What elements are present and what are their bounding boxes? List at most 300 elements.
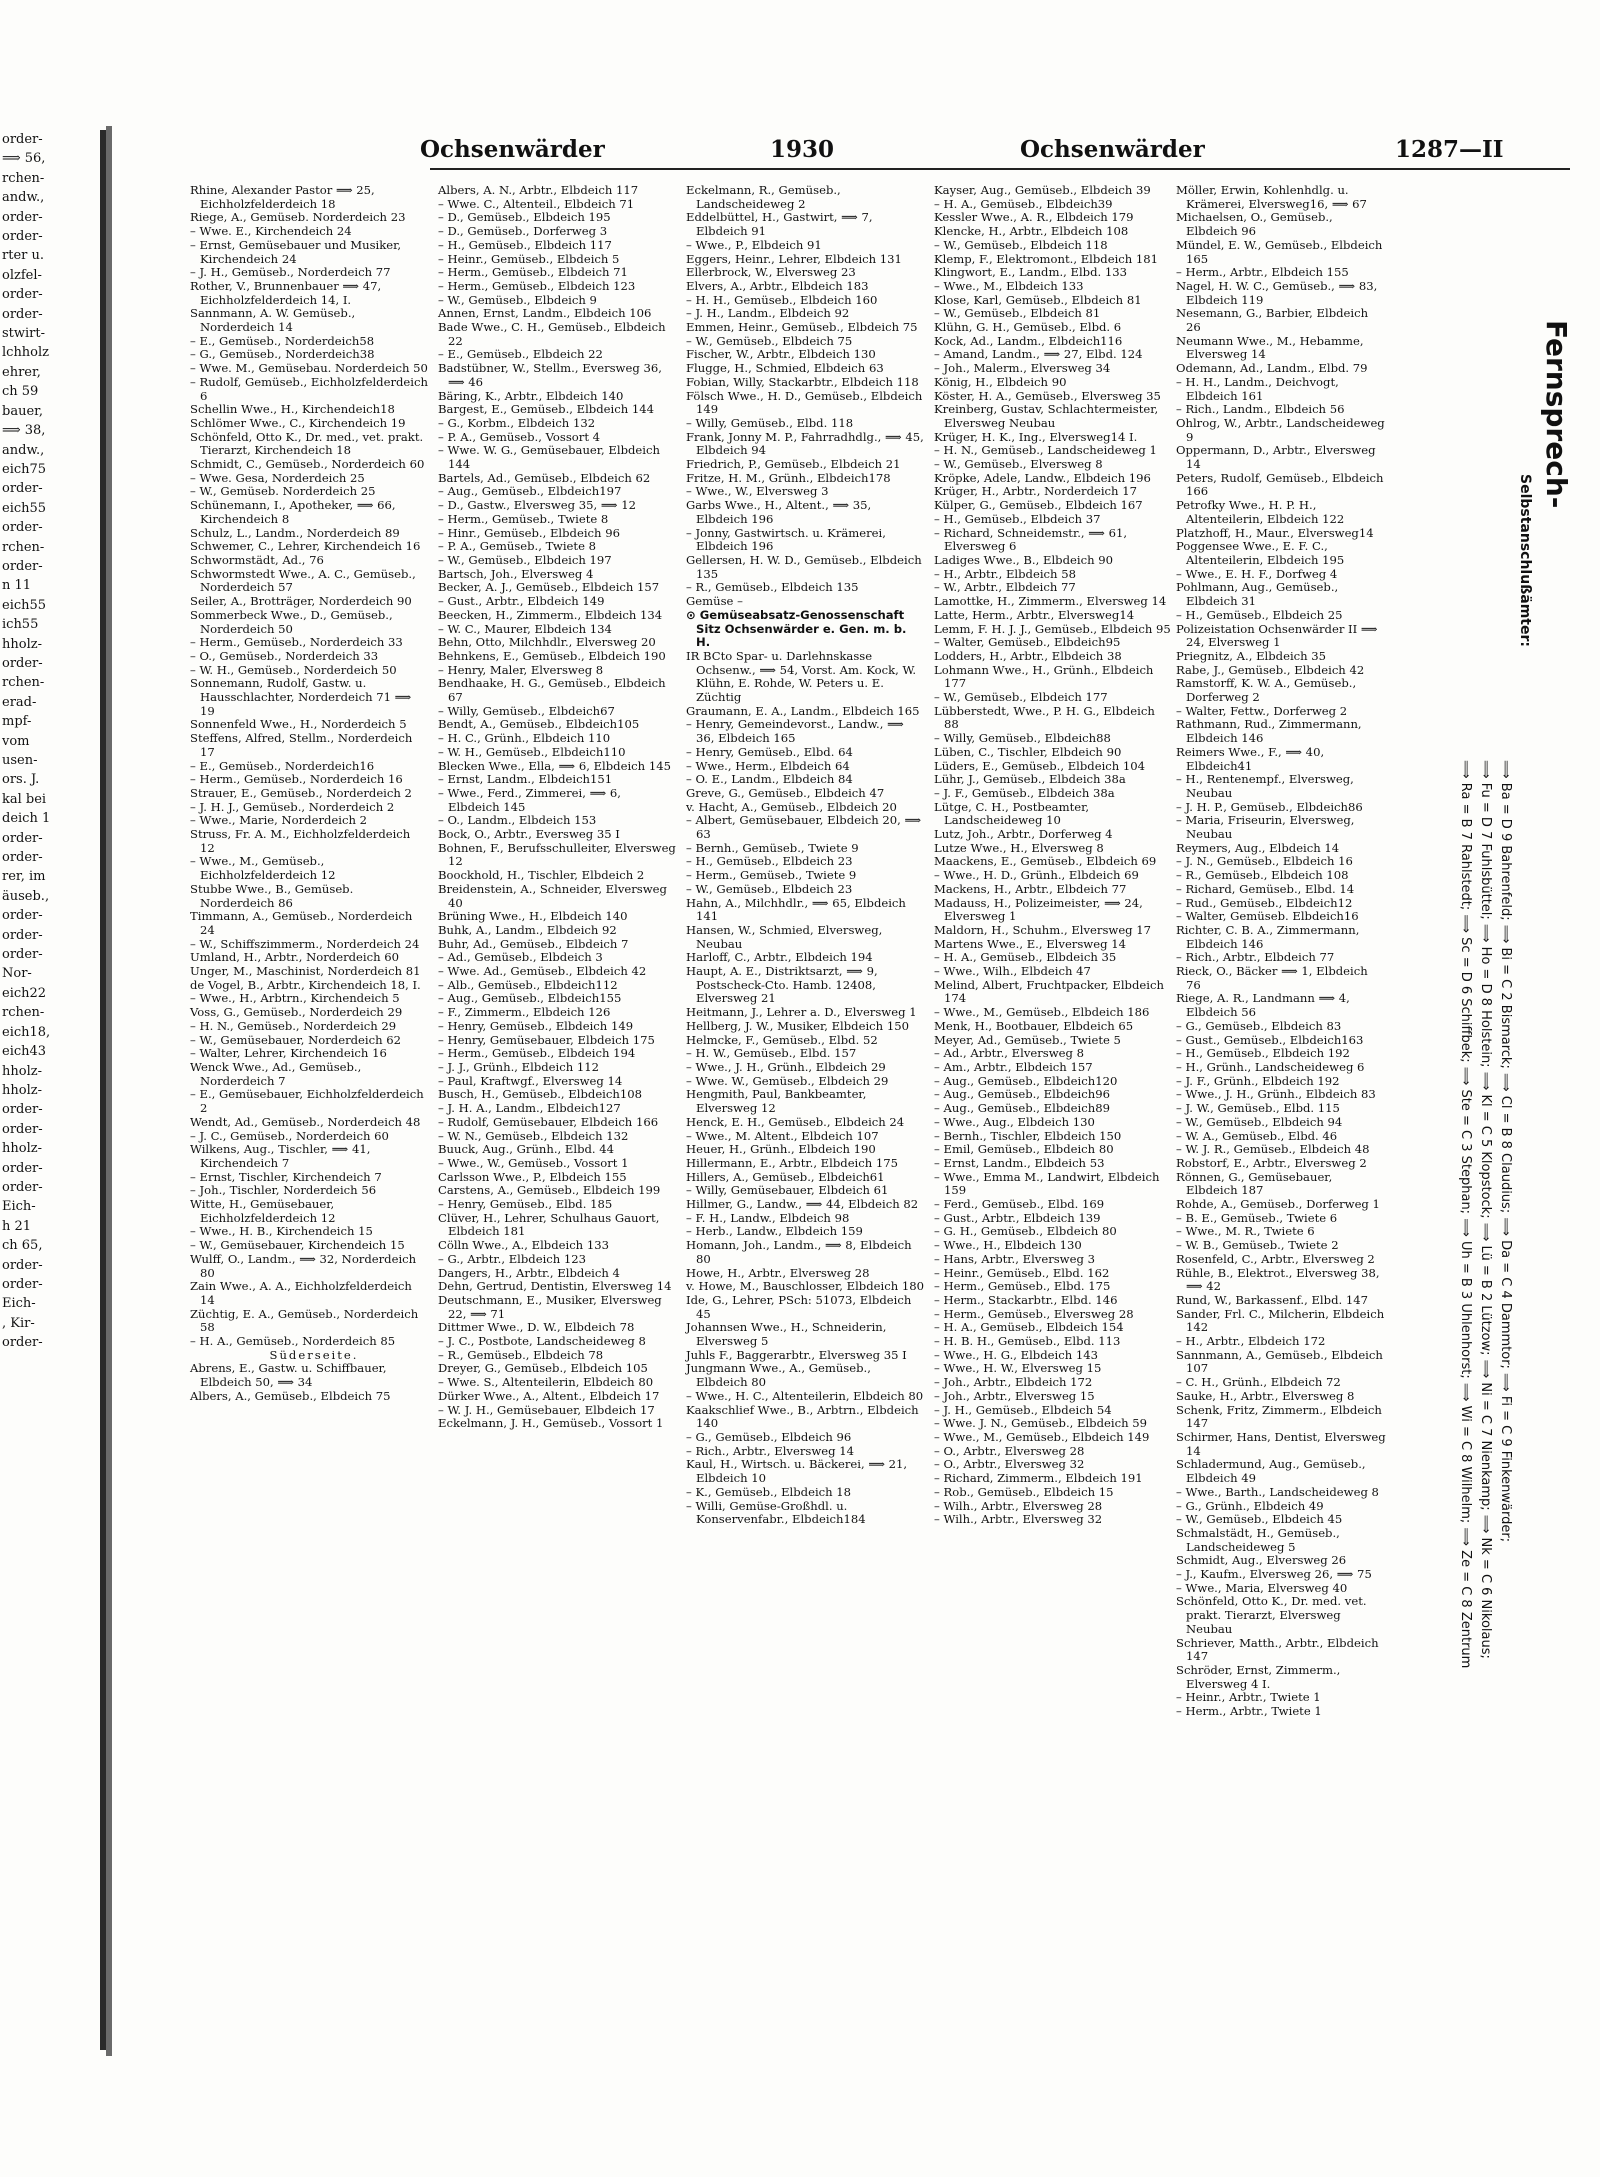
directory-entry: – H., Gemüseb., Elbdeich 23: [686, 854, 853, 869]
directory-entry: – Aug., Gemüseb., Elbdeich89: [934, 1101, 1110, 1116]
directory-entry: – K., Gemüseb., Elbdeich 18: [686, 1484, 852, 1499]
directory-entry: v. Hacht, A., Gemüseb., Elbdeich 20: [686, 799, 897, 814]
directory-entry: – W., Gemüseb., Elbdeich 9: [438, 292, 597, 307]
directory-entry: – Wwe. W. G., Gemüsebauer, Elbdeich 144: [438, 443, 664, 472]
directory-entry: – Bernh., Tischler, Elbdeich 150: [934, 1128, 1122, 1143]
left-page-line: rer, im: [2, 869, 46, 885]
directory-entry: – Aug., Gemüseb., Elbdeich120: [934, 1073, 1118, 1088]
directory-entry: – Emil, Gemüseb., Elbdeich 80: [934, 1142, 1114, 1157]
directory-entry: – W. A., Gemüseb., Elbd. 46: [1176, 1128, 1338, 1143]
directory-entry: Hahn, A., Milchhdlr., ⟹ 65, Elbdeich 141: [686, 895, 910, 924]
directory-entry: Unger, M., Maschinist, Norderdeich 81: [190, 964, 421, 979]
directory-entry: Carstens, A., Gemüseb., Elbdeich 199: [438, 1183, 661, 1198]
left-page-line: hholz-: [2, 1141, 42, 1157]
directory-entry: Züchtig, E. A., Gemüseb., Norderdeich 58: [190, 1306, 422, 1335]
directory-entry: – H., Gemüseb., Elbdeich 25: [1176, 607, 1343, 622]
directory-entry: Stubbe Wwe., B., Gemüseb. Norderdeich 86: [190, 881, 357, 910]
left-page-line: hholz-: [2, 1063, 42, 1079]
directory-entry: – H. H., Landm., Deichvogt, Elbdeich 161: [1176, 374, 1343, 403]
directory-entry: Schriever, Matth., Arbtr., Elbdeich 147: [1176, 1635, 1383, 1664]
directory-entry: – O., Arbtr., Elversweg 32: [934, 1457, 1085, 1472]
directory-entry: – Herm., Gemüseb., Elbdeich 71: [438, 265, 628, 280]
directory-entry: – Walter, Lehrer, Kirchendeich 16: [190, 1046, 387, 1061]
directory-column-5: [1176, 183, 1390, 2044]
left-page-line: vom: [2, 733, 30, 749]
directory-entry: Riege, A., Gemüseb. Norderdeich 23: [190, 210, 406, 225]
directory-entry: Riege, A. R., Landmann ⟹ 4, Elbdeich 56: [1176, 991, 1354, 1020]
directory-entry: Hillermann, E., Arbtr., Elbdeich 175: [686, 1155, 899, 1170]
directory-entry: – Wwe. W., Gemüseb., Elbdeich 29: [686, 1073, 889, 1088]
directory-entry: – Joh., Malerm., Elversweg 34: [934, 361, 1111, 376]
directory-entry: Martens Wwe., E., Elversweg 14: [934, 936, 1126, 951]
directory-entry: – E., Gemüseb., Norderdeich16: [190, 758, 375, 773]
directory-entry: – H. B. H., Gemüseb., Elbd. 113: [934, 1334, 1121, 1349]
directory-entry: Graumann, E. A., Landm., Elbdeich 165: [686, 703, 920, 718]
directory-entry: Gemüse –: [686, 594, 743, 609]
directory-entry: – W. J. R., Gemüseb., Elbdeich 48: [1176, 1142, 1370, 1157]
directory-entry: – Rudolf, Gemüseb., Eichholzfelderdeich 6: [190, 374, 432, 403]
directory-entry: – Herm., Gemüseb., Elbdeich 194: [438, 1046, 636, 1061]
directory-entry: Neumann Wwe., M., Hebamme, Elversweg 14: [1176, 333, 1368, 362]
directory-entry: Schönfeld, Otto K., Dr. med. vet. prakt. Tierarzt, Elversweg Neubau: [1176, 1594, 1371, 1636]
directory-entry: – D., Gemüseb., Elbdeich 195: [438, 210, 611, 225]
directory-entry: Odemann, Ad., Landm., Elbd. 79: [1176, 361, 1368, 376]
left-page-line: lchholz: [2, 345, 50, 361]
header-year: 1930: [770, 136, 835, 163]
directory-column-4: [934, 184, 1172, 2044]
directory-entry: Gellersen, H. W. D., Gemüseb., Elbdeich 135: [686, 552, 926, 581]
sidebar-exchange-line: ⟹ Ba = D 9 Bahrenfeld; ⟹ Bi = C 2 Bismarck; ⟹ Cl = B 8 Claudius; ⟹ Da = C 4 Dammtor; ⟹ Fi = C 9 Finkenwärder;: [1498, 760, 1513, 1543]
directory-entry: Dehn, Gertrud, Dentistin, Elversweg 14: [438, 1279, 672, 1294]
directory-entry: – Wwe., Barth., Landscheideweg 8: [1176, 1484, 1379, 1499]
directory-entry: – Wwe., H. C., Altenteilerin, Elbdeich 80: [686, 1388, 924, 1403]
directory-entry: Lohmann Wwe., H., Grünh., Elbdeich 177: [934, 662, 1158, 691]
directory-entry: – Wwe., M., Gemüseb., Elbdeich 149: [934, 1429, 1150, 1444]
directory-entry: Schmidt, C., Gemüseb., Norderdeich 60: [190, 457, 425, 472]
directory-entry: – H. H., Gemüseb., Elbdeich 160: [686, 292, 878, 307]
directory-entry: – W., Gemüseb., Elbdeich 177: [934, 690, 1108, 705]
directory-entry: – Aug., Gemüseb., Elbdeich96: [934, 1087, 1110, 1102]
directory-entry: Rhine, Alexander Pastor ⟹ 25, Eichholzfelderdeich 18: [190, 183, 379, 211]
directory-column-3: [686, 183, 928, 2044]
directory-entry: – W., Gemüseb., Elbdeich 75: [686, 333, 853, 348]
directory-entry: – Ad., Gemüseb., Elbdeich 3: [438, 950, 603, 965]
directory-entry: Ohlrog, W., Arbtr., Landscheideweg 9: [1176, 415, 1389, 444]
header-right-place: Ochsenwärder: [1020, 136, 1205, 163]
directory-entry: – F. H., Landw., Elbdeich 98: [686, 1210, 850, 1225]
directory-entry: – H. C., Grünh., Elbdeich 110: [438, 731, 611, 746]
left-page-line: order-: [2, 1276, 43, 1292]
directory-entry: – G., Korbm., Elbdeich 132: [438, 415, 596, 430]
directory-entry: – O., Gemüseb., Norderdeich 33: [190, 648, 379, 663]
directory-entry: – W., Gemüseb. Norderdeich 25: [190, 484, 376, 499]
left-page-line: andw.,: [2, 190, 45, 206]
directory-entry: Helmcke, F., Gemüseb., Elbd. 52: [686, 1032, 878, 1047]
directory-entry: Sommerbeck Wwe., D., Gemüseb., Norderdeich 50: [190, 607, 397, 636]
directory-entry: Petrofky Wwe., H. P. H., Altenteilerin, Elbdeich 122: [1176, 498, 1345, 526]
directory-entry: Rother, V., Brunnenbauer ⟹ 47, Eichholzfelderdeich 14, I.: [190, 278, 385, 307]
directory-entry: v. Howe, M., Bauschlosser, Elbdeich 180: [686, 1279, 924, 1294]
directory-entry: – Ad., Arbtr., Elversweg 8: [934, 1046, 1084, 1061]
directory-entry: Krüger, H. K., Ing., Elversweg14 I.: [934, 429, 1138, 444]
directory-entry: – W. H., Gemüseb., Norderdeich 50: [190, 662, 397, 677]
directory-entry: Deutschmann, E., Musiker, Elversweg 22, ⟹ 71: [438, 1292, 666, 1321]
directory-entry: Schwemer, C., Lehrer, Kirchendeich 16: [190, 539, 421, 554]
directory-entry: – Rud., Gemüseb., Elbdeich12: [1176, 895, 1353, 910]
directory-entry: – Wwe. S., Altenteilerin, Elbdeich 80: [438, 1375, 654, 1390]
directory-entry: – R., Gemüseb., Elbdeich 135: [686, 580, 859, 595]
directory-entry: – H. N., Gemüseb., Landscheideweg 1: [934, 443, 1157, 458]
directory-entry: – Wwe., Aug., Elbdeich 130: [934, 1114, 1095, 1129]
directory-entry: Albers, A., Gemüseb., Elbdeich 75: [190, 1388, 391, 1403]
left-page-line: order-: [2, 1102, 43, 1118]
directory-entry: – Henry, Gemüseb., Elbd. 185: [438, 1197, 613, 1212]
directory-entry: Buuck, Aug., Grünh., Elbd. 44: [438, 1142, 615, 1157]
directory-entry: – Wwe., J. H., Grünh., Elbdeich 83: [1176, 1087, 1376, 1102]
directory-entry: – Herm., Gemüseb., Twiete 9: [686, 868, 857, 883]
directory-column-2: [438, 183, 680, 2044]
directory-entry: – E., Gemüseb., Norderdeich58: [190, 333, 375, 348]
directory-entry: Bartsch, Joh., Elversweg 4: [438, 566, 594, 581]
left-page-line: order-: [2, 1179, 43, 1195]
left-page-line: eich18,: [2, 1024, 51, 1040]
directory-entry: – J. F., Gemüseb., Elbdeich 38a: [934, 785, 1115, 800]
directory-entry: – Henry, Gemüsebauer, Elbdeich 175: [438, 1032, 655, 1047]
directory-entry: Umland, H., Arbtr., Norderdeich 60: [190, 950, 400, 965]
directory-entry: Schwormstädt, Ad., 76: [190, 552, 324, 567]
directory-entry: – Walter, Gemüseb., Elbdeich95: [934, 635, 1121, 650]
left-page-line: rchen-: [2, 170, 45, 186]
directory-entry: Busch, H., Gemüseb., Elbdeich108: [438, 1087, 642, 1102]
left-page-line: deich 1: [2, 811, 51, 827]
directory-entry: – Wwe., H. W., Elversweg 15: [934, 1361, 1102, 1376]
directory-entry: – Richard, Gemüseb., Elbd. 14: [1176, 881, 1355, 896]
directory-entry: – H., Gemüseb., Elbdeich 37: [934, 511, 1101, 526]
directory-entry: Schröder, Ernst, Zimmerm., Elversweg 4 I.: [1176, 1662, 1345, 1691]
directory-entry: – Heinr., Gemüseb., Elbdeich 5: [438, 251, 620, 266]
left-page-line: rchen-: [2, 539, 45, 555]
directory-entry: Haupt, A. E., Distriktsarzt, ⟹ 9, Postscheck-Cto. Hamb. 12408, Elversweg 21: [686, 964, 882, 1006]
directory-entry: – Ferd., Gemüseb., Elbd. 169: [934, 1197, 1105, 1212]
left-page-line: order-: [2, 209, 43, 225]
left-page-line: order-: [2, 947, 43, 963]
directory-entry: – Wwe., M. Altent., Elbdeich 107: [686, 1128, 879, 1143]
directory-entry: – G., Gemüseb., Elbdeich 96: [686, 1429, 852, 1444]
sidebar-exchange-line: ⟹ Fu = D 7 Fuhlsbüttel; ⟹ Ho = D 8 Holstein; ⟹ Kl = C 5 Klopstock; ⟹ Lü = B 2 Lützow; ⟹ Ni = C 7 Nienkamp; ⟹ Nk = C 6 Nikolaus;: [1478, 760, 1493, 1659]
directory-entry: – H. A., Gemüseb., Elbdeich 154: [934, 1320, 1124, 1335]
directory-entry: Krüger, H., Arbtr., Norderdeich 17: [934, 484, 1137, 499]
directory-entry: – J. H. J., Gemüseb., Norderdeich 2: [190, 799, 395, 814]
directory-entry: – Wwe., H. B., Kirchendeich 15: [190, 1224, 373, 1239]
directory-entry: – Joh., Arbtr., Elbdeich 172: [934, 1375, 1093, 1390]
directory-entry: Bohnen, F., Berufsschulleiter, Elversweg 12: [438, 840, 680, 869]
directory-entry: Annen, Ernst, Landm., Elbdeich 106: [438, 306, 652, 321]
directory-entry: – G., Gemüseb., Norderdeich38: [190, 347, 375, 362]
directory-entry: Melind, Albert, Fruchtpacker, Elbdeich 174: [934, 977, 1168, 1006]
directory-entry: – B. E., Gemüseb., Twiete 6: [1176, 1210, 1338, 1225]
directory-entry: Behnkens, E., Gemüseb., Elbdeich 190: [438, 648, 666, 663]
directory-entry: Kaakschlief Wwe., B., Arbtrn., Elbdeich 140: [686, 1402, 923, 1431]
directory-entry: Boockhold, H., Tischler, Elbdeich 2: [438, 868, 645, 883]
directory-entry: Hillers, A., Gemüseb., Elbdeich61: [686, 1169, 885, 1184]
directory-entry: – W., Gemüseb., Elversweg 8: [934, 457, 1103, 472]
directory-entry: – W., Gemüsebauer, Kirchendeich 15: [190, 1238, 405, 1253]
directory-entry: – R., Gemüseb., Elbdeich 78: [438, 1347, 604, 1362]
left-page-line: eich55: [2, 597, 47, 613]
directory-entry: Rathmann, Rud., Zimmermann, Elbdeich 146: [1176, 717, 1366, 746]
left-page-line: n 11: [2, 578, 32, 594]
directory-entry: Emmen, Heinr., Gemüseb., Elbdeich 75: [686, 320, 918, 335]
directory-entry: – Wwe., H. G., Elbdeich 143: [934, 1347, 1098, 1362]
directory-entry: Schladermund, Aug., Gemüseb., Elbdeich 49: [1176, 1457, 1370, 1486]
directory-entry: Eggers, Heinr., Lehrer, Elbdeich 131: [686, 251, 902, 266]
directory-entry: – Walter, Gemüseb. Elbdeich16: [1176, 909, 1359, 924]
directory-entry: Rabe, J., Gemüseb., Elbdeich 42: [1176, 662, 1365, 677]
directory-entry: Sannmann, A. W. Gemüseb., Norderdeich 14: [190, 306, 359, 335]
directory-entry: Johannsen Wwe., H., Schneiderin, Elversweg 5: [686, 1320, 891, 1349]
directory-entry: – Rudolf, Gemüsebauer, Elbdeich 166: [438, 1114, 659, 1129]
directory-entry: – Henry, Gemeindevorst., Landw., ⟹ 36, Elbdeich 165: [686, 717, 908, 746]
directory-entry: – Herm., Gemüseb., Elbdeich 123: [438, 278, 636, 293]
directory-entry: Klingwort, E., Landm., Elbd. 133: [934, 265, 1128, 280]
directory-entry: Kaul, H., Wirtsch. u. Bäckerei, ⟹ 21, Elbdeich 10: [686, 1457, 911, 1486]
directory-entry: Bartels, Ad., Gemüseb., Elbdeich 62: [438, 470, 651, 485]
directory-entry: Hillmer, G., Landw., ⟹ 44, Elbdeich 82: [686, 1197, 919, 1212]
directory-entry: Nagel, H. W. C., Gemüseb., ⟹ 83, Elbdeich 119: [1176, 278, 1381, 307]
directory-entry: – D., Gemüseb., Dorferweg 3: [438, 224, 608, 239]
directory-entry: – H., Rentenempf., Elversweg, Neubau: [1176, 772, 1358, 800]
directory-entry: – O. E., Landm., Elbdeich 84: [686, 772, 853, 787]
directory-entry: Clüver, H., Lehrer, Schulhaus Gauort, Elbdeich 181: [438, 1210, 664, 1239]
directory-entry: Bendhaake, H. G., Gemüseb., Elbdeich 67: [438, 676, 670, 705]
left-page-line: usen-: [2, 753, 38, 768]
telephone-exchange-sidebar: [1385, 320, 1575, 1820]
directory-entry: Breidenstein, A., Schneider, Elversweg 40: [438, 881, 671, 910]
directory-entry: – J. N., Gemüseb., Elbdeich 16: [1176, 854, 1353, 869]
left-page-line: order-: [2, 655, 43, 671]
section-heading: Süderseite.: [269, 1347, 359, 1362]
directory-entry: Klose, Karl, Gemüseb., Elbdeich 81: [934, 292, 1142, 307]
directory-entry: Mündel, E. W., Gemüseb., Elbdeich 165: [1176, 237, 1387, 266]
directory-entry: – Wwe. C., Altenteil., Elbdeich 71: [438, 196, 635, 211]
directory-entry: Bargest, E., Gemüseb., Elbdeich 144: [438, 402, 654, 417]
directory-entry: – Alb., Gemüseb., Elbdeich112: [438, 977, 618, 992]
left-page-line: order-: [2, 481, 43, 497]
directory-entry: Poggensee Wwe., E. F. C., Altenteilerin, Elbdeich 195: [1176, 539, 1345, 567]
directory-entry: – Heinr., Gemüseb., Elbd. 162: [934, 1265, 1110, 1280]
directory-entry: Maldorn, H., Schuhm., Elversweg 17: [934, 922, 1152, 937]
sidebar-exchange-line: ⟹ Ra = B 7 Rahlstedt; ⟹ Sc = D 6 Schiffbek; ⟹ Ste = C 3 Stephan; ⟹ Uh = B 3 Uhlenhorst; ⟹ Wi = C 8 Wilhelm; ⟹ Ze = C 8 Zentrum: [1458, 760, 1473, 1669]
directory-entry: Rühle, B., Elektrot., Elversweg 38, ⟹ 42: [1176, 1265, 1384, 1294]
directory-entry: – W., Gemüseb., Elbdeich 81: [934, 306, 1101, 321]
directory-entry: – J. C., Postbote, Landscheideweg 8: [438, 1334, 646, 1349]
directory-entry: – Willi, Gemüse-Großhdl. u. Konservenfabr., Elbdeich184: [686, 1498, 866, 1527]
directory-entry: Steffens, Alfred, Stellm., Norderdeich 17: [190, 731, 416, 759]
left-page-line: ch 59: [2, 384, 39, 400]
directory-entry: Schwormstedt Wwe., A. C., Gemüseb., Norderdeich 57: [190, 566, 420, 595]
directory-entry: – H. A., Gemüseb., Norderdeich 85: [190, 1334, 396, 1349]
directory-entry: – Wwe., Maria, Elversweg 40: [1176, 1580, 1348, 1595]
directory-entry: Latte, Herm., Arbtr., Elversweg14: [934, 607, 1135, 622]
directory-entry: Eckelmann, J. H., Gemüseb., Vossort 1: [438, 1416, 664, 1431]
directory-entry: Rund, W., Barkassenf., Elbd. 147: [1176, 1292, 1368, 1307]
directory-entry: – Herm., Gemüseb., Norderdeich 16: [190, 772, 403, 787]
directory-entry: – W. B., Gemüseb., Twiete 2: [1176, 1238, 1339, 1253]
directory-entry: Sander, Frl. C., Milcherin, Elbdeich 142: [1176, 1306, 1388, 1335]
directory-entry: – Herm., Gemüseb., Elbd. 175: [934, 1279, 1111, 1294]
directory-entry: – Wwe., J. H., Grünh., Elbdeich 29: [686, 1060, 886, 1074]
header-rule: [430, 168, 1570, 170]
left-page-line: order-: [2, 1160, 43, 1176]
directory-entry: Henck, E. H., Gemüseb., Elbdeich 24: [686, 1114, 905, 1129]
directory-entry: – Ernst, Landm., Elbdeich 53: [934, 1155, 1105, 1170]
directory-entry: – H. N., Gemüseb., Norderdeich 29: [190, 1018, 397, 1033]
directory-entry: – Joh., Tischler, Norderdeich 56: [190, 1183, 377, 1198]
directory-entry: – Amand, Landm., ⟹ 27, Elbd. 124: [934, 347, 1143, 362]
directory-entry: – Aug., Gemüseb., Elbdeich155: [438, 991, 622, 1006]
directory-entry: Schmidt, Aug., Elversweg 26: [1176, 1553, 1347, 1568]
directory-entry: Heitmann, J., Lehrer a. D., Elversweg 1: [686, 1005, 917, 1020]
directory-entry: – W. J. H., Gemüsebauer, Elbdeich 17: [438, 1402, 655, 1417]
directory-entry: – Joh., Arbtr., Elversweg 15: [934, 1388, 1095, 1403]
directory-entry: Jungmann Wwe., A., Gemüseb., Elbdeich 80: [686, 1361, 875, 1390]
directory-entry: Witte, H., Gemüsebauer, Eichholzfelderdeich 12: [190, 1197, 338, 1225]
directory-entry: Lühr, J., Gemüseb., Elbdeich 38a: [934, 772, 1126, 787]
directory-entry: – W., Schiffszimmerm., Norderdeich 24: [190, 936, 420, 951]
directory-entry: Homann, Joh., Landm., ⟹ 8, Elbdeich 80: [686, 1238, 916, 1266]
directory-entry: Dreyer, G., Gemüseb., Elbdeich 105: [438, 1361, 648, 1376]
directory-entry: – Wilh., Arbtr., Elversweg 32: [934, 1512, 1103, 1527]
directory-entry: – Ernst, Tischler, Kirchendeich 7: [190, 1169, 382, 1184]
directory-entry: – W. C., Maurer, Elbdeich 134: [438, 621, 612, 636]
directory-entry: Wendt, Ad., Gemüseb., Norderdeich 48: [190, 1114, 421, 1129]
directory-entry: – Heinr., Arbtr., Twiete 1: [1176, 1690, 1321, 1705]
left-page-line: h 21: [2, 1218, 32, 1234]
directory-entry: – Wwe. Gesa, Norderdeich 25: [190, 470, 365, 485]
directory-entry: Eddelbüttel, H., Gastwirt, ⟹ 7, Elbdeich 91: [686, 210, 877, 239]
directory-entry: Schlömer Wwe., C., Kirchendeich 19: [190, 415, 406, 430]
directory-entry: Klühn, G. H., Gemüseb., Elbd. 6: [934, 320, 1122, 335]
directory-entry: Fritze, H. M., Grünh., Elbdeich178: [686, 470, 891, 485]
directory-entry: – H. W., Gemüseb., Elbd. 157: [686, 1046, 857, 1061]
directory-entry: – W. N., Gemüseb., Elbdeich 132: [438, 1128, 629, 1143]
left-page-line: order-: [2, 132, 43, 147]
directory-entry: Lübberstedt, Wwe., P. H. G., Elbdeich 88: [934, 703, 1159, 732]
directory-entry: – Albert, Gemüsebauer, Elbdeich 20, ⟹ 63: [686, 813, 925, 842]
directory-entry: – W., Arbtr., Elbdeich 77: [934, 580, 1076, 595]
left-page-line: eich22: [2, 985, 47, 1001]
directory-entry: – Gust., Arbtr., Elbdeich 139: [934, 1210, 1101, 1225]
directory-entry: Bäring, K., Arbtr., Elbdeich 140: [438, 388, 624, 403]
directory-entry: Ide, G., Lehrer, PSch: 51073, Elbdeich 45: [686, 1292, 915, 1321]
left-page-line: olzfel-: [2, 267, 42, 283]
directory-entry: – Herm., Arbtr., Twiete 1: [1176, 1704, 1322, 1719]
directory-entry: – W., Gemüsebauer, Norderdeich 62: [190, 1032, 402, 1047]
directory-entry: – H. A., Gemüseb., Elbdeich 35: [934, 950, 1117, 965]
sidebar-title: Fernsprech-: [1540, 320, 1573, 509]
directory-entry: – Richard, Zimmerm., Elbdeich 191: [934, 1471, 1143, 1486]
directory-entry: – Wwe., M., Gemüseb., Eichholzfelderdeich 12: [190, 854, 336, 883]
directory-entry: – Wwe. Ad., Gemüseb., Elbdeich 42: [438, 964, 647, 979]
directory-entry: Fischer, W., Arbtr., Elbdeich 130: [686, 347, 876, 362]
directory-entry: König, H., Elbdeich 90: [934, 374, 1067, 389]
page-gutter: [106, 126, 112, 2056]
directory-entry: Bock, O., Arbtr., Eversweg 35 I: [438, 827, 620, 842]
directory-entry: Rohde, A., Gemüseb., Dorferweg 1: [1176, 1197, 1380, 1212]
directory-entry: – G., Grünh., Elbdeich 49: [1176, 1498, 1324, 1513]
directory-entry: – J. H. A., Landm., Elbdeich127: [438, 1101, 621, 1116]
directory-entry: Fölsch Wwe., H. D., Gemüseb., Elbdeich 149: [686, 388, 926, 417]
left-page-fragment: [0, 130, 106, 2050]
left-page-line: Nor-: [2, 966, 32, 982]
directory-entry: Lutze Wwe., H., Elversweg 8: [934, 840, 1104, 855]
left-page-line: eich55: [2, 500, 47, 516]
directory-entry: Mackens, H., Arbtr., Elbdeich 77: [934, 881, 1127, 896]
directory-entry: – Wwe., H., Arbtrn., Kirchendeich 5: [190, 991, 400, 1006]
directory-entry: – Herm., Stackarbtr., Elbd. 146: [934, 1292, 1118, 1307]
directory-entry: – W., Gemüseb., Elbdeich 197: [438, 552, 612, 567]
directory-entry: – W., Gemüseb., Elbdeich 45: [1176, 1512, 1343, 1527]
directory-entry: – J. W., Gemüseb., Elbd. 115: [1176, 1101, 1340, 1116]
directory-entry: – J., Kaufm., Elversweg 26, ⟹ 75: [1176, 1567, 1372, 1582]
directory-entry: – Rich., Landm., Elbdeich 56: [1176, 402, 1345, 417]
directory-entry: – Wwe. M., Gemüsebau. Norderdeich 50: [190, 361, 428, 376]
directory-entry: – Gust., Gemüseb., Elbdeich163: [1176, 1032, 1364, 1047]
directory-entry: Dittmer Wwe., D. W., Elbdeich 78: [438, 1320, 635, 1335]
directory-entry: Polizeistation Ochsenwärder II ⟹ 24, Elversweg 1: [1176, 621, 1382, 650]
left-page-line: order-: [2, 558, 43, 574]
directory-entry: Frank, Jonny M. P., Fahrradhdlg., ⟹ 45, Elbdeich 94: [686, 429, 928, 458]
directory-entry: – Hans, Arbtr., Elversweg 3: [934, 1251, 1095, 1266]
directory-entry: Sonnenfeld Wwe., H., Norderdeich 5: [190, 717, 407, 732]
directory-entry: Albers, A. N., Arbtr., Elbdeich 117: [438, 183, 639, 197]
left-page-line: , Kir-: [2, 1315, 35, 1331]
directory-entry: Lüben, C., Tischler, Elbdeich 90: [934, 744, 1122, 759]
directory-entry: – J. J., Grünh., Elbdeich 112: [438, 1060, 600, 1074]
directory-entry: Reimers Wwe., F., ⟹ 40, Elbdeich41: [1176, 744, 1328, 773]
directory-entry: – Rich., Arbtr., Elbdeich 77: [1176, 950, 1335, 965]
directory-entry: Pohlmann, Aug., Gemüseb., Elbdeich 31: [1176, 580, 1342, 609]
directory-entry: Platzhoff, H., Maur., Elversweg14: [1176, 525, 1374, 540]
directory-entry: Becker, A. J., Gemüseb., Elbdeich 157: [438, 580, 660, 595]
directory-entry: – J. F., Grünh., Elbdeich 192: [1176, 1073, 1340, 1088]
directory-entry: Rönnen, G., Gemüsebauer, Elbdeich 187: [1176, 1169, 1336, 1198]
directory-entry: – W. H., Gemüseb., Elbdeich110: [438, 744, 626, 759]
directory-entry: Hansen, W., Schmied, Elversweg, Neubau: [686, 922, 886, 951]
directory-entry: Maackens, E., Gemüseb., Elbdeich 69: [934, 854, 1157, 869]
directory-entry: Beecken, H., Zimmerm., Elbdeich 134: [438, 607, 663, 622]
directory-entry: Kock, Ad., Landm., Elbdeich116: [934, 333, 1123, 348]
directory-entry: Oppermann, D., Arbtr., Elversweg 14: [1176, 443, 1380, 472]
directory-entry: Voss, G., Gemüseb., Norderdeich 29: [190, 1005, 403, 1020]
directory-entry: Wulff, O., Landm., ⟹ 32, Norderdeich 80: [190, 1251, 420, 1280]
directory-entry: – P. A., Gemüseb., Twiete 8: [438, 539, 596, 554]
directory-entry: – Willy, Gemüseb., Elbd. 118: [686, 415, 854, 430]
directory-entry: Kayser, Aug., Gemüseb., Elbdeich 39: [934, 183, 1151, 197]
directory-entry: – Wwe., Wilh., Elbdeich 47: [934, 964, 1091, 979]
left-page-line: order-: [2, 850, 43, 866]
directory-entry: Carlsson Wwe., P., Elbdeich 155: [438, 1169, 627, 1184]
left-page-line: äuseb.,: [2, 888, 50, 904]
directory-entry: – Wwe., M., Gemüseb., Elbdeich 186: [934, 1005, 1150, 1020]
directory-entry: Sonnemann, Rudolf, Gastw. u. Hausschlachter, Norderdeich 71 ⟹ 19: [190, 676, 415, 718]
left-page-line: kal bei: [2, 791, 47, 807]
left-page-line: stwirt-: [2, 326, 46, 342]
left-page-line: rter u.: [2, 248, 44, 264]
directory-entry: Buhk, A., Landm., Elbdeich 92: [438, 922, 617, 937]
left-page-line: erad-: [2, 694, 37, 710]
directory-entry: – Wwe., Marie, Norderdeich 2: [190, 813, 368, 828]
